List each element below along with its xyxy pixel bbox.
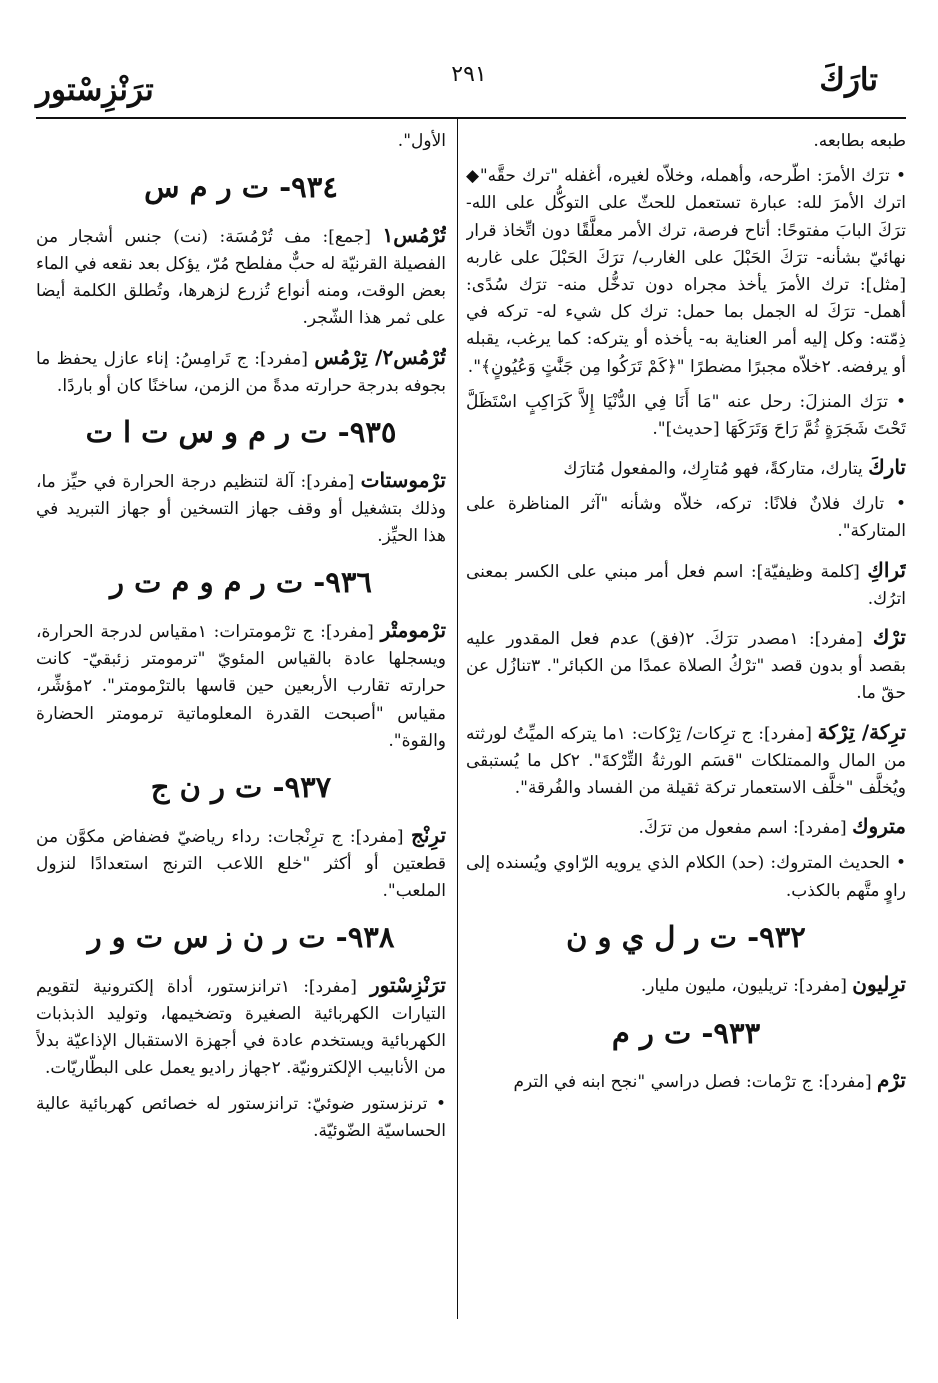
root-heading: ٩٣٧- ت ر ن ج xyxy=(150,769,332,804)
dictionary-entry xyxy=(36,969,446,1083)
entry-text: طبعه بطابعه. xyxy=(813,131,906,151)
entry-definition: [مفرد]: ج ترْمومترات: ١مقياس لدرجة الحرارة، ويسجلها عادة بالقياس المئويّ "ترمومتر زئبقيّ- كانت حرارته تقارب الأربعين حين قاسها بالترْمومتر". ٢مؤشِّر، مقياس "أصبحت القدرة المعلوماتية ترمومتر الحضارة والقوة". xyxy=(36,621,446,751)
dictionary-entry xyxy=(36,614,446,755)
dictionary-entry xyxy=(466,968,906,1000)
entry-definition: يتارك، متاركةً، فهو مُتارِك، والمفعول مُتارَك xyxy=(563,459,863,480)
entry-text: • الحديث المتروك: (حد) الكلام الذي يرويه الرّاوي ويُسنده إلى راوٍ متَّهم بالكذب. xyxy=(466,853,906,901)
dictionary-entry xyxy=(466,451,906,483)
root-heading: ٩٣٤- ت ر م س xyxy=(144,170,338,205)
entry-headword: ترِكة/ تِرْكة xyxy=(817,719,906,744)
page-number: ٢٩١ xyxy=(451,62,487,87)
dictionary-entry xyxy=(36,464,446,551)
entry-text: • ترَك الأمرَ: اطّرحه، وأهمله، وخلاّه لغيره، أغفله "ترك حقَّه"◆ اترك الأمرَ لله: عبارة تستعمل للحثّ على التوكُّل على الله- ترَكَ البابَ مفتوحًا: أتاح فرصة، ترك الأمر معلَّقًا دون اتِّخاذ قرار نهائيّ بشأنه- ترَكَ الحَبْلَ على الغارب/ ترَكَ الحَبْلَ على غاربه [مثل]: ترك الأمرَ يأخذ مجراه دون تدخُّل منه- ترَك سُدًى: أهمل- ترَكَ له الجمل بما حمل: ترك كل شيء له- تركه في ذِمّته: وكل إليه أمر العناية به- يأخذه أو يتركه: كما يرغب، يقبله أو يرفضه. ٢خلاّه مجبرًا مضطرًا "﴿كَمْ تَرَكُوا مِن جَنَّٰتٍ وَعُيُونٍ﴾". xyxy=(466,166,906,377)
entry-definition: [مفرد]: ج ترْمات: فصل دراسي "نجح ابنه في الترم xyxy=(513,1072,872,1093)
entry-definition: [جمع]: مف تُرْمُسَة: (نت) جنس أشجار من الفصيلة القرنيّة له حبٌّ مفلطح مُرّ، يؤكل بعد نقعه في الماء بعض الوقت، ومنه أنواع تُزرع لزهرها، وتُطلق الكلمة أيضا على ثمر هذا الشّجر. xyxy=(36,226,446,329)
entry-text: • ترَك المنزلَ: رحل عنه "مَا أَنَا فِي الدُّنْيَا إِلاَّ كَرَاكِبٍ اسْتَظَلَّ تَحْتَ شَجَرَةٍ ثُمَّ رَاحَ وَتَرَكَهَا [حديث]". xyxy=(466,391,906,439)
entry-definition: [مفرد]: ١ترانزستور، أداة إلكترونية لتقويم التيارات الكهربائية الصغيرة وتضخيمها، وتوليد الذبذبات الكهربائية ويستخدم عادة في أجهزة الاستقبال الإذاعيّة بدلاً من الأنابيب الإلكترونيّة. ٢جهاز راديو يعمل على البطّاريّات. xyxy=(36,976,446,1079)
dictionary-entry xyxy=(466,716,906,803)
entry-headword: ترَنْزِسْتور xyxy=(370,972,446,997)
guide-word-last: ترَنْزِسْتور xyxy=(36,72,154,108)
dictionary-entry xyxy=(466,1064,906,1096)
entry-definition: [كلمة وظيفيّة]: اسم فعل أمر مبني على الكسر بمعنى اترُك. xyxy=(466,561,906,609)
dictionary-entry xyxy=(36,341,446,400)
entry-definition: [مفرد]: تريليون، مليون مليار. xyxy=(640,976,847,997)
dictionary-entry xyxy=(466,554,906,613)
entry-definition: [مفرد]: ج تَرامِسُ: إناء عازل يحفظ ما بجوفه بدرجة حرارته مدةً من الزمن، ساخنًا كان أو باردًا. xyxy=(36,348,446,396)
entry-definition: [مفرد]: آلة لتنظيم درجة الحرارة في حيِّز ما، وذلك بتشغيل أو وقف جهاز التسخين أو جهاز التبريد في هذا الحيِّز. xyxy=(36,471,446,547)
entry-headword: تَراكِ xyxy=(867,557,906,582)
entry-headword: تُرْمُس١ xyxy=(382,222,446,247)
entry-headword: ترْمومتْر xyxy=(380,617,446,642)
dictionary-entry xyxy=(466,621,906,708)
entry-definition: [مفرد]: اسم مفعول من ترَكَ. xyxy=(638,818,847,839)
right-column xyxy=(466,128,906,1328)
guide-word-first: تارَكَ xyxy=(819,62,878,98)
dictionary-entry xyxy=(466,810,906,842)
left-column xyxy=(36,128,446,1328)
entry-headword: تاركَ xyxy=(868,455,906,480)
entry-headword: متروك xyxy=(852,814,906,839)
root-heading: ٩٣٣- ت ر م xyxy=(611,1015,761,1050)
dictionary-entry xyxy=(36,219,446,333)
entry-definition: [مفرد]: ج ترِنْجات: رداء رياضيّ فضفاض مكوَّن من قطعتين أو أكثر "خلع اللاعب الترنج استعدادًا لنزول الملعب". xyxy=(36,826,446,901)
entry-text: • تارك فلانٌ فلانًا: تركه، خلاّه وشأنه "آثر المناظرة على المتاركة". xyxy=(466,494,906,542)
root-heading: ٩٣٨- ت ر ن ز س ت و ر xyxy=(87,920,395,955)
entry-headword: تُرْمُس٢/ تِرْمُس xyxy=(314,344,446,369)
column-divider xyxy=(457,119,458,1319)
root-heading: ٩٣٥- ت ر م و س ت ا ت xyxy=(85,415,397,449)
header-rule xyxy=(36,117,906,119)
entry-text: الأول". xyxy=(397,131,446,151)
entry-headword: ترِليون xyxy=(852,972,906,997)
root-heading: ٩٣٢- ت ر ل ي و ن xyxy=(566,919,806,954)
entry-headword: ترِنْج xyxy=(410,822,446,847)
entry-definition: [مفرد]: ١مصدر ترَكَ. ٢(فق) عدم فعل المقدور عليه بقصد أو بدون قصد "ترْكُ الصلاة عمدًا من الكبائر". ٣تنازُل عن حقّ ما. xyxy=(466,629,906,704)
entry-text: • ترنزستور ضوئيّ: ترانزستور له خصائص كهربائية عالية الحساسيّة الضّوئيّة. xyxy=(36,1093,446,1141)
entry-headword: ترْك xyxy=(872,625,906,649)
root-heading: ٩٣٦- ت ر م و م ت ر xyxy=(110,565,372,600)
dictionary-entry xyxy=(36,819,446,906)
entry-headword: ترْم xyxy=(877,1068,906,1093)
entry-headword: ترْموستات xyxy=(360,467,446,492)
entry-definition: [مفرد]: ج ترِكات/ تِرْكات: ١ما يتركه الميِّتُ لورثته من المال والممتلكات "قسَم الورثةُ التِّرْكةَ". ٢كل ما يُستبقى ويُخلَّف "خلَّف الاستعمار تركة ثقيلة من الفساد والفُرقة". xyxy=(466,723,906,798)
